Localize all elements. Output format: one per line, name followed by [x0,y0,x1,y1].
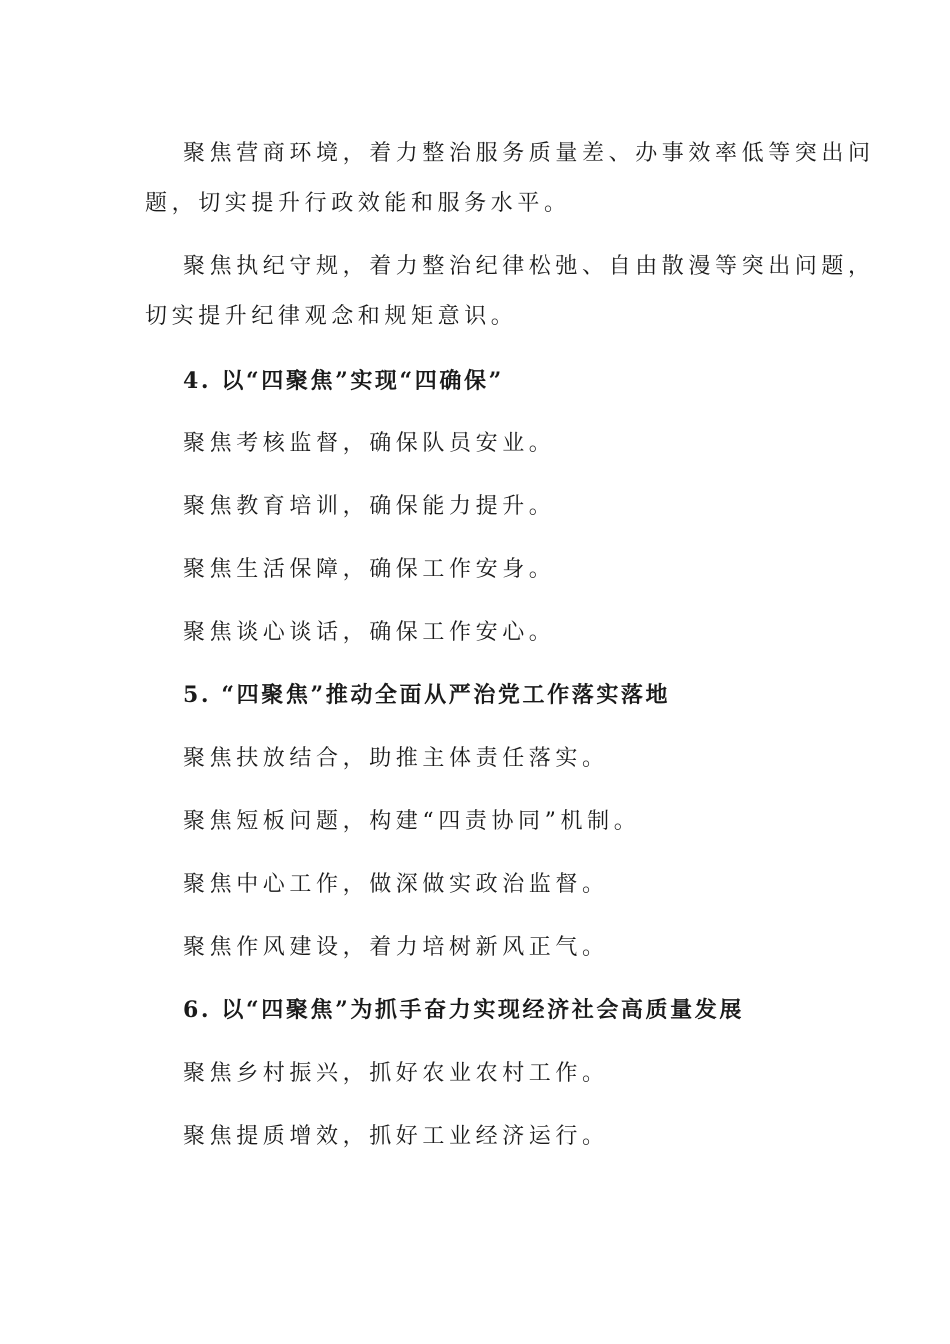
section-heading: 6. 以“四聚焦”为抓手奋力实现经济社会高质量发展 [183,997,744,1023]
body-paragraph: 聚焦生活保障，确保工作安身。 [183,557,556,582]
body-paragraph: 聚焦谈心谈话，确保工作安心。 [183,620,556,645]
section-heading: 5. “四聚焦”推动全面从严治党工作落实落地 [183,682,671,708]
body-paragraph: 聚焦中心工作，做深做实政治监督。 [183,872,609,897]
body-paragraph: 聚焦短板问题，构建“四责协同”机制。 [183,809,641,834]
body-paragraph: 聚焦作风建设，着力培树新风正气。 [183,935,609,960]
body-paragraph: 聚焦教育培训，确保能力提升。 [183,494,556,519]
paragraph-line: 聚焦执纪守规，着力整治纪律松弛、自由散漫等突出问题， [183,254,875,279]
body-paragraph: 聚焦乡村振兴，抓好农业农村工作。 [183,1061,609,1086]
body-paragraph: 聚焦扶放结合，助推主体责任落实。 [183,746,609,771]
paragraph-line: 题，切实提升行政效能和服务水平。 [145,191,571,216]
body-paragraph: 聚焦考核监督，确保队员安业。 [183,431,556,456]
paragraph-line: 切实提升纪律观念和规矩意识。 [145,304,518,329]
paragraph-line: 聚焦营商环境，着力整治服务质量差、办事效率低等突出问 [183,141,875,166]
section-heading: 4. 以“四聚焦”实现“四确保” [183,368,504,394]
body-paragraph: 聚焦提质增效，抓好工业经济运行。 [183,1124,609,1149]
